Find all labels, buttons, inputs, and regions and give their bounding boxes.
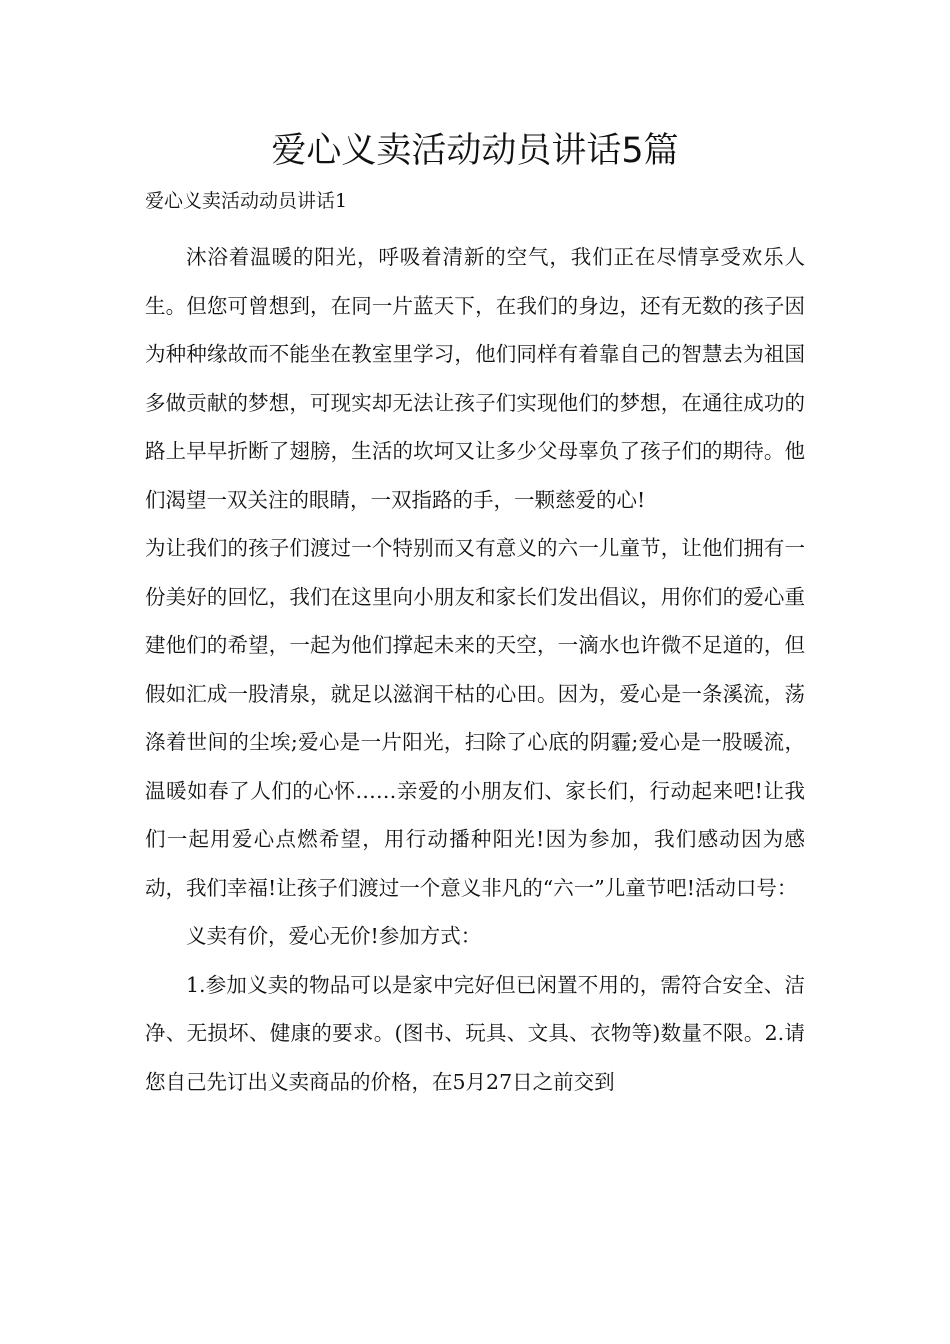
paragraph-2: 为让我们的孩子们渡过一个特别而又有意义的六一儿童节，让他们拥有一份美好的回忆，我们在这里向小朋友和家长们发出倡议，用你们的爱心重建他们的希望，一起为他们撑起未来的天空，一滴水也许微不足道的，但假如汇成一股清泉，就足以滋润干枯的心田。因为，爱心是一条溪流，荡涤着世间的尘埃;爱心是一片阳光，扫除了心底的阴霾;爱心是一股暖流，温暖如春了人们的心怀……亲爱的小朋友们、家长们，行动起来吧!让我们一起用爱心点燃希望，用行动播种阳光!因为参加，我们感动因为感动，我们幸福!让孩子们渡过一个意义非凡的“六一”儿童节吧!活动口号： [145, 536, 805, 900]
paragraph-3: 义卖有价，爱心无价!参加方式： [186, 924, 482, 948]
document-title: 爱心义卖活动动员讲话5篇 [271, 131, 679, 171]
paragraph-1: 沐浴着温暖的阳光，呼吸着清新的空气，我们正在尽情享受欢乐人生。但您可曾想到，在同一片蓝天下，在我们的身边，还有无数的孩子因为种种缘故而不能坐在教室里学习，他们同样有着靠自己的智慧去为祖国多做贡献的梦想，可现实却无法让孩子们实现他们的梦想，在通往成功的路上早早折断了翅膀，生活的坎坷又让多少父母辜负了孩子们的期待。他们渴望一双关注的眼睛，一双指路的手，一颗慈爱的心! [145, 245, 805, 512]
section-heading: 爱心义卖活动动员讲话1 [145, 190, 348, 212]
paragraph-4: 1.参加义卖的物品可以是家中完好但已闲置不用的，需符合安全、洁净、无损坏、健康的要求。(图书、玩具、文具、衣物等)数量不限。2.请您自己先订出义卖商品的价格，在5月27日之前交到 [145, 972, 805, 1094]
document-body [145, 233, 805, 1106]
